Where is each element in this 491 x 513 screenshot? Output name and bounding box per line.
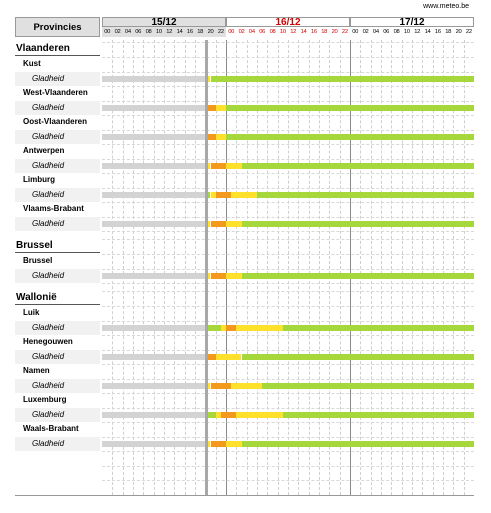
no-warning-track [102, 325, 205, 331]
warning-level-bar-yellow[interactable] [216, 105, 226, 111]
province-name: Luxemburg [23, 395, 67, 404]
province-name: Namen [23, 366, 50, 375]
warning-level-bar-yellow[interactable] [226, 273, 242, 279]
hour-label: 08 [267, 27, 277, 37]
warning-level-bar-green[interactable] [262, 383, 474, 389]
grid-row-line [102, 42, 474, 43]
grid-row-line [102, 379, 474, 380]
province-name: Vlaams-Brabant [23, 204, 84, 213]
warning-level-bar-yellow[interactable] [216, 134, 226, 140]
hour-label: 04 [247, 27, 257, 37]
warning-level-bar-green[interactable] [283, 412, 474, 418]
hour-label: 08 [391, 27, 401, 37]
warning-level-bar-yellow[interactable] [226, 441, 242, 447]
province-name: Limburg [23, 175, 55, 184]
grid-row-line [102, 480, 474, 481]
warning-level-bar-orange[interactable] [216, 192, 232, 198]
warning-level-bar-yellow[interactable] [226, 221, 242, 227]
hour-label: 14 [174, 27, 184, 37]
hour-label: 20 [453, 27, 463, 37]
hour-label: 14 [298, 27, 308, 37]
source-label[interactable]: www.meteo.be [423, 3, 469, 10]
grid-row-line [102, 101, 474, 102]
grid-row-line [102, 283, 474, 284]
day-header-row [102, 17, 474, 27]
hour-label: 16 [185, 27, 195, 37]
no-warning-track [102, 412, 205, 418]
hour-label: 02 [112, 27, 122, 37]
grid-row-line [102, 466, 474, 467]
hour-label: 20 [329, 27, 339, 37]
grid-row-line [102, 173, 474, 174]
warning-level-bar-yellow[interactable] [231, 192, 257, 198]
grid-row-line [102, 188, 474, 189]
hour-label: 16 [309, 27, 319, 37]
region-heading: Brussel [15, 239, 100, 253]
warning-level-bar-yellow[interactable] [236, 412, 283, 418]
warning-level-bar-green[interactable] [226, 105, 474, 111]
grid-row-line [102, 393, 474, 394]
province-name: West-Vlaanderen [23, 88, 88, 97]
hour-label: 20 [205, 27, 215, 37]
provinces-header: Provincies [15, 17, 100, 37]
region-heading: Wallonië [15, 291, 100, 305]
hour-label: 06 [381, 27, 391, 37]
warning-level-bar-yellow[interactable] [216, 354, 242, 360]
table-bottom-border [15, 495, 474, 496]
warning-level-bar-orange[interactable] [226, 325, 236, 331]
hour-label: 00 [226, 27, 236, 37]
province-label-column [15, 40, 100, 495]
grid-row-line [102, 130, 474, 131]
warning-level-bar-green[interactable] [242, 273, 475, 279]
gladheid-label: Gladheid [15, 159, 100, 174]
no-warning-track [102, 221, 205, 227]
warning-level-bar-orange[interactable] [211, 163, 227, 169]
province-name: Kust [23, 59, 41, 68]
no-warning-track [102, 134, 205, 140]
warning-level-bar-orange[interactable] [211, 441, 227, 447]
warning-level-bar-orange[interactable] [211, 383, 232, 389]
gladheid-label: Gladheid [15, 130, 100, 145]
warning-level-bar-green[interactable] [242, 354, 475, 360]
warning-level-bar-yellow[interactable] [226, 163, 242, 169]
gladheid-label: Gladheid [15, 188, 100, 203]
gladheid-label: Gladheid [15, 101, 100, 116]
no-warning-track [102, 76, 205, 82]
hour-label: 10 [402, 27, 412, 37]
grid-row-line [102, 321, 474, 322]
grid-row-line [102, 335, 474, 336]
hour-label: 06 [133, 27, 143, 37]
warning-level-bar-green[interactable] [226, 134, 474, 140]
hour-label: 18 [195, 27, 205, 37]
hour-label: 16 [433, 27, 443, 37]
grid-row-line [102, 350, 474, 351]
no-warning-track [102, 354, 205, 360]
province-name: Henegouwen [23, 337, 73, 346]
gladheid-label: Gladheid [15, 269, 100, 284]
hour-label: 22 [216, 27, 226, 37]
hour-label: 04 [371, 27, 381, 37]
grid-row-line [102, 239, 474, 240]
gladheid-label: Gladheid [15, 321, 100, 336]
hour-label: 10 [278, 27, 288, 37]
province-name: Luik [23, 308, 40, 317]
grid-row-line [102, 408, 474, 409]
warning-level-bar-yellow[interactable] [231, 383, 262, 389]
grid-row-line [102, 72, 474, 73]
grid-row-line [102, 86, 474, 87]
day-header: 15/12 [102, 17, 226, 27]
gladheid-label: Gladheid [15, 217, 100, 232]
warning-level-bar-green[interactable] [242, 441, 475, 447]
hour-label: 06 [257, 27, 267, 37]
grid-row-line [102, 231, 474, 232]
hour-label: 18 [443, 27, 453, 37]
warning-level-bar-orange[interactable] [221, 412, 237, 418]
warning-level-bar-green[interactable] [257, 192, 474, 198]
warning-level-bar-orange[interactable] [211, 221, 227, 227]
grid-row-line [102, 269, 474, 270]
warning-level-bar-green[interactable] [211, 76, 475, 82]
grid-row-line [102, 291, 474, 292]
warning-level-bar-green[interactable] [283, 325, 474, 331]
hour-label: 12 [412, 27, 422, 37]
hour-label: 14 [422, 27, 432, 37]
warning-level-bar-orange[interactable] [211, 273, 227, 279]
province-name: Brussel [23, 256, 53, 265]
no-warning-track [102, 273, 205, 279]
hour-label: 12 [164, 27, 174, 37]
grid-row-line [102, 159, 474, 160]
hour-label: 02 [360, 27, 370, 37]
hour-label: 22 [340, 27, 350, 37]
hour-header-row [102, 27, 474, 37]
gladheid-label: Gladheid [15, 437, 100, 452]
current-time-marker [205, 40, 208, 495]
day-header: 16/12 [226, 17, 350, 27]
province-name: Oost-Vlaanderen [23, 117, 88, 126]
grid-row-line [102, 451, 474, 452]
grid-row-line [102, 364, 474, 365]
no-warning-track [102, 192, 205, 198]
no-warning-track [102, 163, 205, 169]
grid-row-line [102, 306, 474, 307]
hour-label: 02 [236, 27, 246, 37]
hour-label: 00 [102, 27, 112, 37]
hour-label: 00 [350, 27, 360, 37]
grid-row-line [102, 57, 474, 58]
hour-label: 08 [143, 27, 153, 37]
hour-label: 04 [123, 27, 133, 37]
grid-row-line [102, 115, 474, 116]
grid-row-line [102, 202, 474, 203]
day-header: 17/12 [350, 17, 474, 27]
gladheid-label: Gladheid [15, 350, 100, 365]
warning-level-bar-green[interactable] [242, 221, 475, 227]
no-warning-track [102, 441, 205, 447]
region-heading: Vlaanderen [15, 42, 100, 56]
grid-row-line [102, 217, 474, 218]
warning-timeline-grid [102, 40, 474, 495]
grid-row-line [102, 422, 474, 423]
grid-row-line [102, 437, 474, 438]
hour-label: 12 [288, 27, 298, 37]
warning-level-bar-yellow[interactable] [236, 325, 283, 331]
province-name: Antwerpen [23, 146, 65, 155]
province-name: Waals-Brabant [23, 424, 79, 433]
gladheid-label: Gladheid [15, 379, 100, 394]
grid-row-line [102, 254, 474, 255]
gladheid-label: Gladheid [15, 72, 100, 87]
hour-label: 18 [319, 27, 329, 37]
grid-row-line [102, 144, 474, 145]
no-warning-track [102, 383, 205, 389]
hour-label: 22 [464, 27, 474, 37]
no-warning-track [102, 105, 205, 111]
hour-label: 10 [154, 27, 164, 37]
warning-level-bar-green[interactable] [242, 163, 475, 169]
gladheid-label: Gladheid [15, 408, 100, 423]
